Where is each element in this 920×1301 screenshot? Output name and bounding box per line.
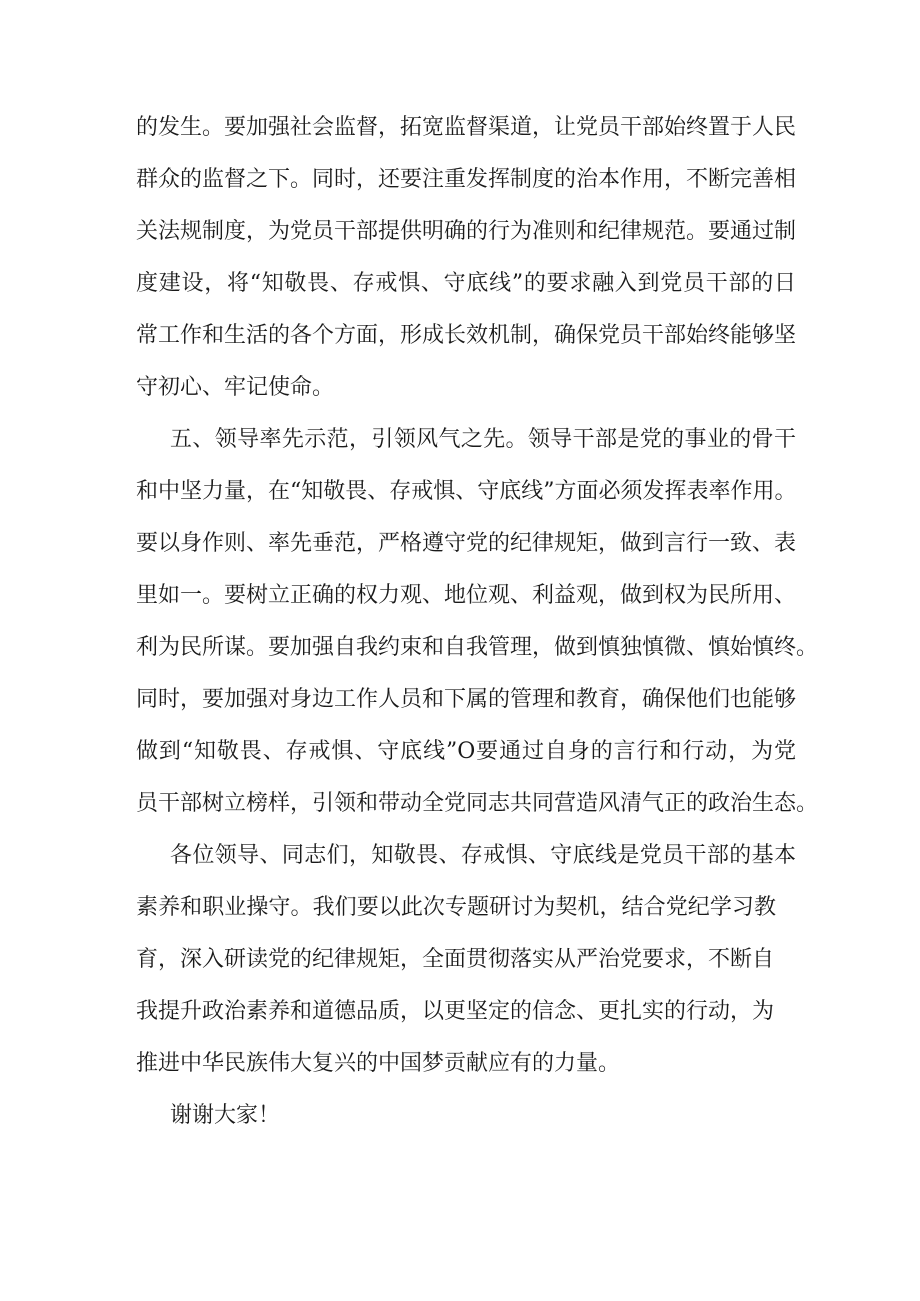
text-line: 守初心、牢记使命。 <box>136 375 335 400</box>
text-line: 利为民所谋。要加强自我约束和自我管理，做到慎独慎微、慎始慎终。 <box>136 635 819 660</box>
text-line: 群众的监督之下。同时，还要注重发挥制度的治本作用，不断完善相 <box>136 167 797 192</box>
text-line: 关法规制度，为党员干部提供明确的行为准则和纪律规范。要通过制 <box>136 219 797 244</box>
text-line: 推进中华民族伟大复兴的中国梦贡献应有的力量。 <box>136 1051 621 1076</box>
text-line: 我提升政治素养和道德品质，以更坚定的信念、更扎实的行动，为 <box>136 999 775 1024</box>
text-line: 做到“知敬畏、存戒惧、守底线”O要通过自身的言行和行动，为党 <box>136 739 796 764</box>
text-line: 育，深入研读党的纪律规矩，全面贯彻落实从严治党要求，不断自 <box>136 947 775 972</box>
text-line: 员干部树立榜样，引领和带动全党同志共同营造风清气正的政治生态。 <box>136 791 819 816</box>
text-line: 五、领导率先示范，引领风气之先。领导干部是党的事业的骨干 <box>170 427 796 452</box>
text-line: 要以身作则、率先垂范，严格遵守党的纪律规矩，做到言行一致、表 <box>136 531 797 556</box>
text-line: 里如一。要树立正确的权力观、地位观、利益观，做到权为民所用、 <box>136 583 797 608</box>
text-line: 素养和职业操守。我们要以此次专题研讨为契机，结合党纪学习教 <box>136 895 776 920</box>
closing-line: 谢谢大家！ <box>170 1103 281 1128</box>
text-line: 各位领导、同志们，知敬畏、存戒惧、守底线是党员干部的基本 <box>170 843 796 868</box>
text-line: 常工作和生活的各个方面，形成长效机制，确保党员干部始终能够坚 <box>136 323 797 348</box>
text-line: 同时，要加强对身边工作人员和下属的管理和教育，确保他们也能够 <box>136 687 797 712</box>
text-line: 的发生。要加强社会监督，拓宽监督渠道，让党员干部始终置于人民 <box>136 115 797 140</box>
text-line: 和中坚力量，在“知敬畏、存戒惧、守底线”方面必须发挥表率作用。 <box>136 479 797 504</box>
text-line: 度建设，将“知敬畏、存戒惧、守底线”的要求融入到党员干部的日 <box>136 271 796 296</box>
